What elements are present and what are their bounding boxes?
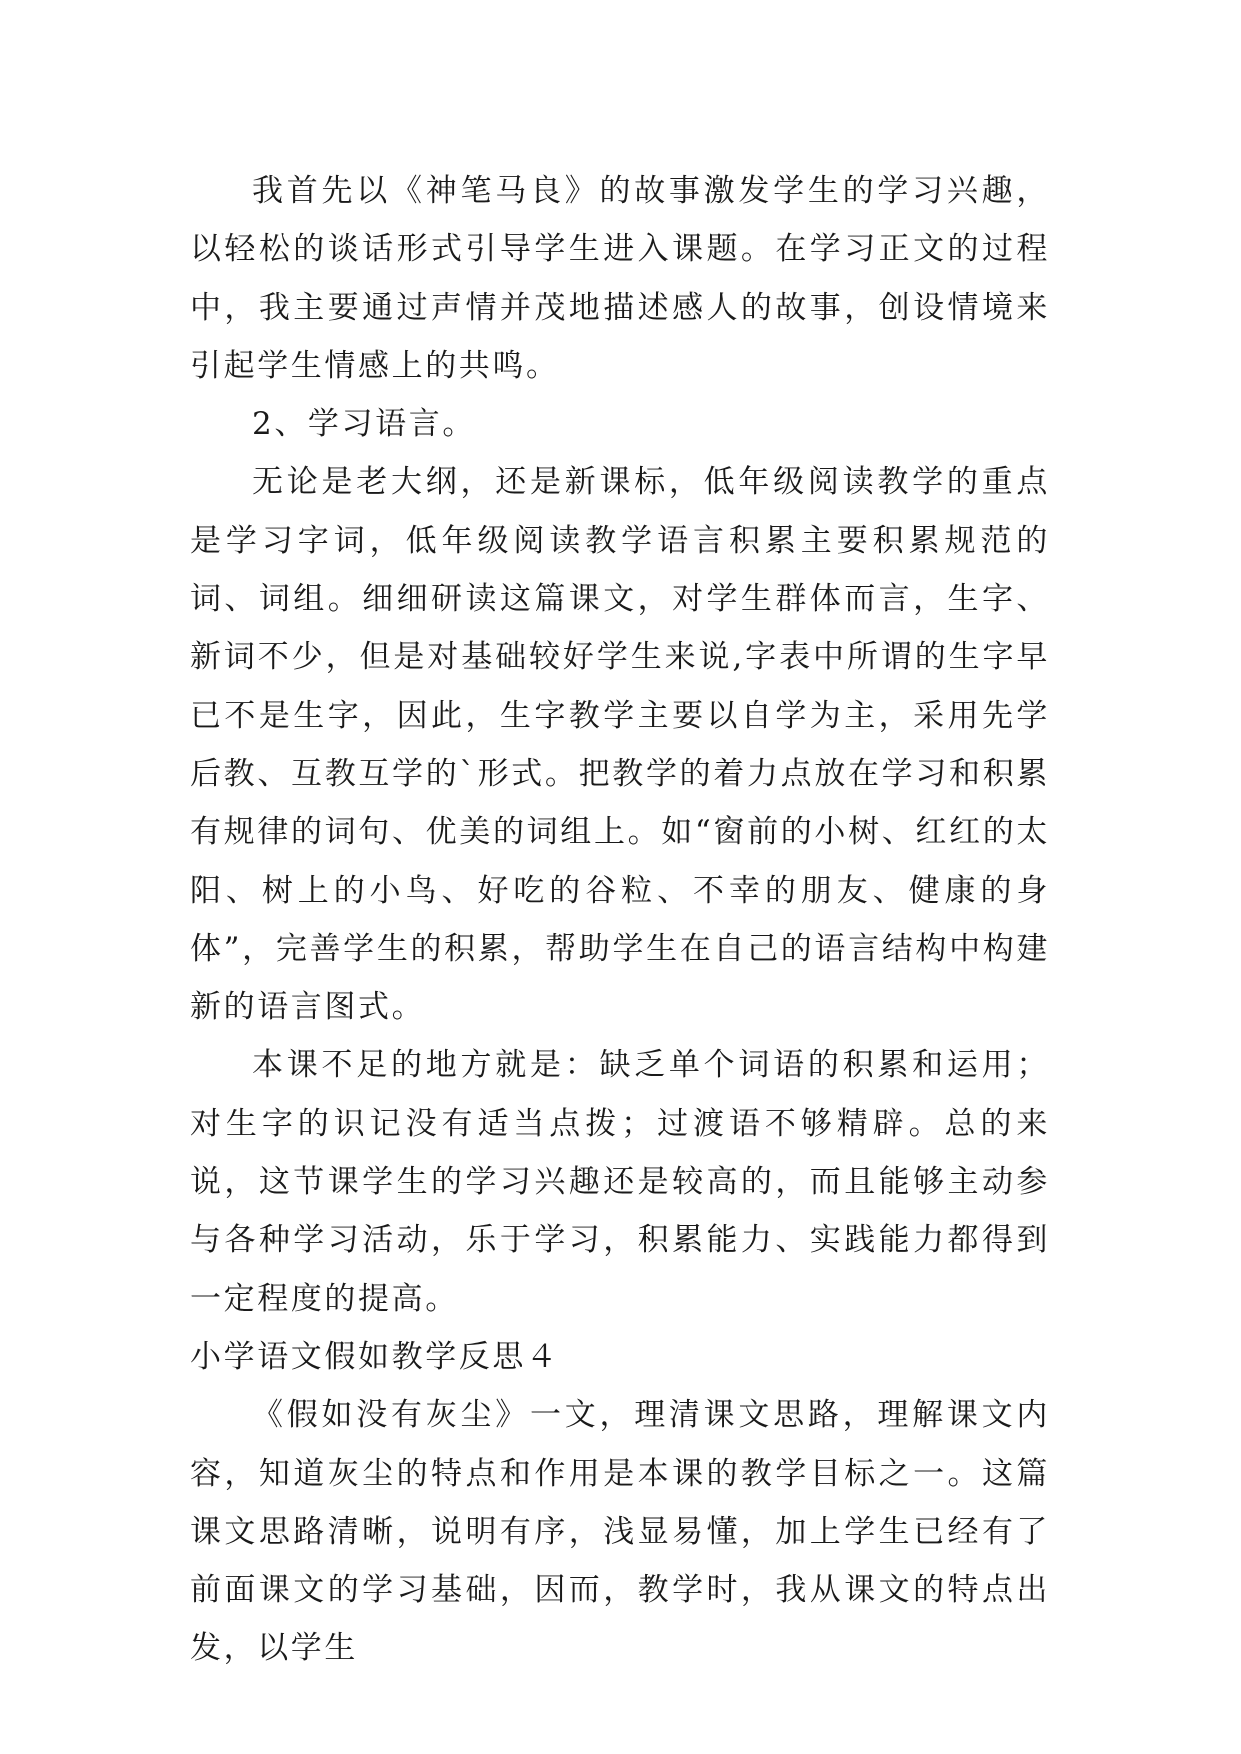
section-heading: 小学语文假如教学反思４ [190, 1338, 560, 1375]
paragraph-shortcomings: 本课不足的地方就是：缺乏单个词语的积累和运用；对生字的识记没有适当点拨；过渡语不够精辟。总的来说，这节课学生的学习兴趣还是较高的，而且能够主动参与各种学习活动，乐于学习，积累能力、实践能力都得到一定程度的提高。 [190, 1047, 1050, 1317]
paragraph-subheading: 2、学习语言。 [252, 406, 476, 443]
document-body [190, 162, 1050, 1678]
paragraph-intro: 我首先以《神笔马良》的故事激发学生的学习兴趣，以轻松的谈话形式引导学生进入课题。在学习正文的过程中，我主要通过声情并茂地描述感人的故事，创设情境来引起学生情感上的共鸣。 [190, 173, 1050, 384]
paragraph-language: 无论是老大纲，还是新课标，低年级阅读教学的重点是学习字词，低年级阅读教学语言积累主要积累规范的词、词组。细细研读这篇课文，对学生群体而言，生字、新词不少，但是对基础较好学生来说,字表中所谓的生字早已不是生字，因此，生字教学主要以自学为主，采用先学后教、互教互学的`形式。把教学的着力点放在学习和积累有规律的词句、优美的词组上。如“窗前的小树、红红的太阳、树上的小鸟、好吃的谷粒、不幸的朋友、健康的身体”，完善学生的积累，帮助学生在自己的语言结构中构建新的语言图式。 [190, 464, 1050, 1026]
paragraph-section-1: 《假如没有灰尘》一文，理清课文思路，理解课文内容，知道灰尘的特点和作用是本课的教学目标之一。这篇课文思路清晰，说明有序，浅显易懂，加上学生已经有了前面课文的学习基础，因而，教学时，我从课文的特点出发，以学生 [190, 1397, 1050, 1667]
